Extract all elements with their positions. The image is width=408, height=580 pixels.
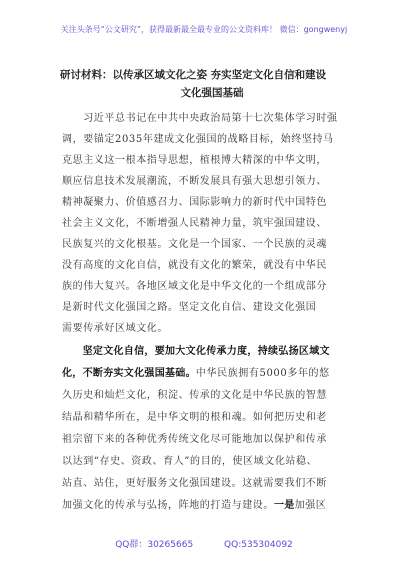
body-line: 精神凝聚力、价值感召力、国际影响力的新时代中国特色 <box>62 197 327 208</box>
section-heading-line-2: 化，不断夯实文化强国基础。 <box>62 368 196 379</box>
body-line: 结晶和精华所在，是中华文明的根和魂。如何把历史和老 <box>62 412 327 423</box>
body-line: 调，要锚定2035年建成文化强国的战略目标，始终坚持马 <box>62 134 334 145</box>
body-line: 以达到“存史、资政、育人”的目的，使区域文化站稳、 <box>62 456 318 467</box>
body-line: 社会主义文化，不断增强人民精神力量，筑牢强国建设、 <box>62 218 327 229</box>
body-line: 是新时代文化强国之路。坚定文化自信、建设文化强国 <box>62 302 317 313</box>
body-text: 加强区 <box>294 500 327 511</box>
footer-qq: QQ:535304092 <box>224 540 293 550</box>
section-heading-line-1: 坚定文化自信，要加大文化传承力度，持续弘扬区域文 <box>62 346 330 357</box>
list-marker: 一是 <box>274 500 295 511</box>
page-header: 关注头条号“公文研究”，获得最新最全最专业的公文资料库！ 微信：gongwenyj <box>60 25 348 34</box>
body-text: 加强文化的传承与弘扬，阵地的打造与建设。 <box>62 500 274 511</box>
section-text: 中华民族拥有5000多年的悠 <box>195 368 330 379</box>
footer-qq-group: QQ群：30265665 <box>115 540 194 550</box>
body-line: 久历史和灿烂文化，积淀、传承的文化是中华民族的智慧 <box>62 390 327 401</box>
body-last-line <box>62 499 362 513</box>
body-line: 祖宗留下来的各种优秀传统文化尽可能地加以保护和传承 <box>62 434 327 445</box>
body-line: 没有高度的文化自信，就没有文化的繁荣，就没有中华民 <box>62 260 327 271</box>
page-footer <box>0 537 408 550</box>
body-line: 习近平总书记在中共中央政治局第十七次集体学习时强 <box>62 113 338 124</box>
body-line: 克思主义这一根本指导思想，植根博大精深的中华文明， <box>62 155 327 166</box>
section-line-2 <box>62 367 362 381</box>
body-line: 族的伟大复兴。各地区域文化是中华文化的一个组成部分 <box>62 281 327 292</box>
body-line: 民族复兴的文化根基。文化是一个国家、一个民族的灵魂 <box>62 239 327 250</box>
document-title-line-1: 研讨材料：以传承区域文化之姿 夯实坚定文化自信和建设 <box>60 69 327 81</box>
document-title-line-2: 文化强国基础 <box>180 87 244 99</box>
body-line: 站直、站住，更好服务文化强国建设。这就需要我们不断 <box>62 478 327 489</box>
body-line: 顺应信息技术发展潮流，不断发展具有强大思想引领力、 <box>62 176 327 187</box>
body-line: 需要传承好区域文化。 <box>62 323 168 334</box>
